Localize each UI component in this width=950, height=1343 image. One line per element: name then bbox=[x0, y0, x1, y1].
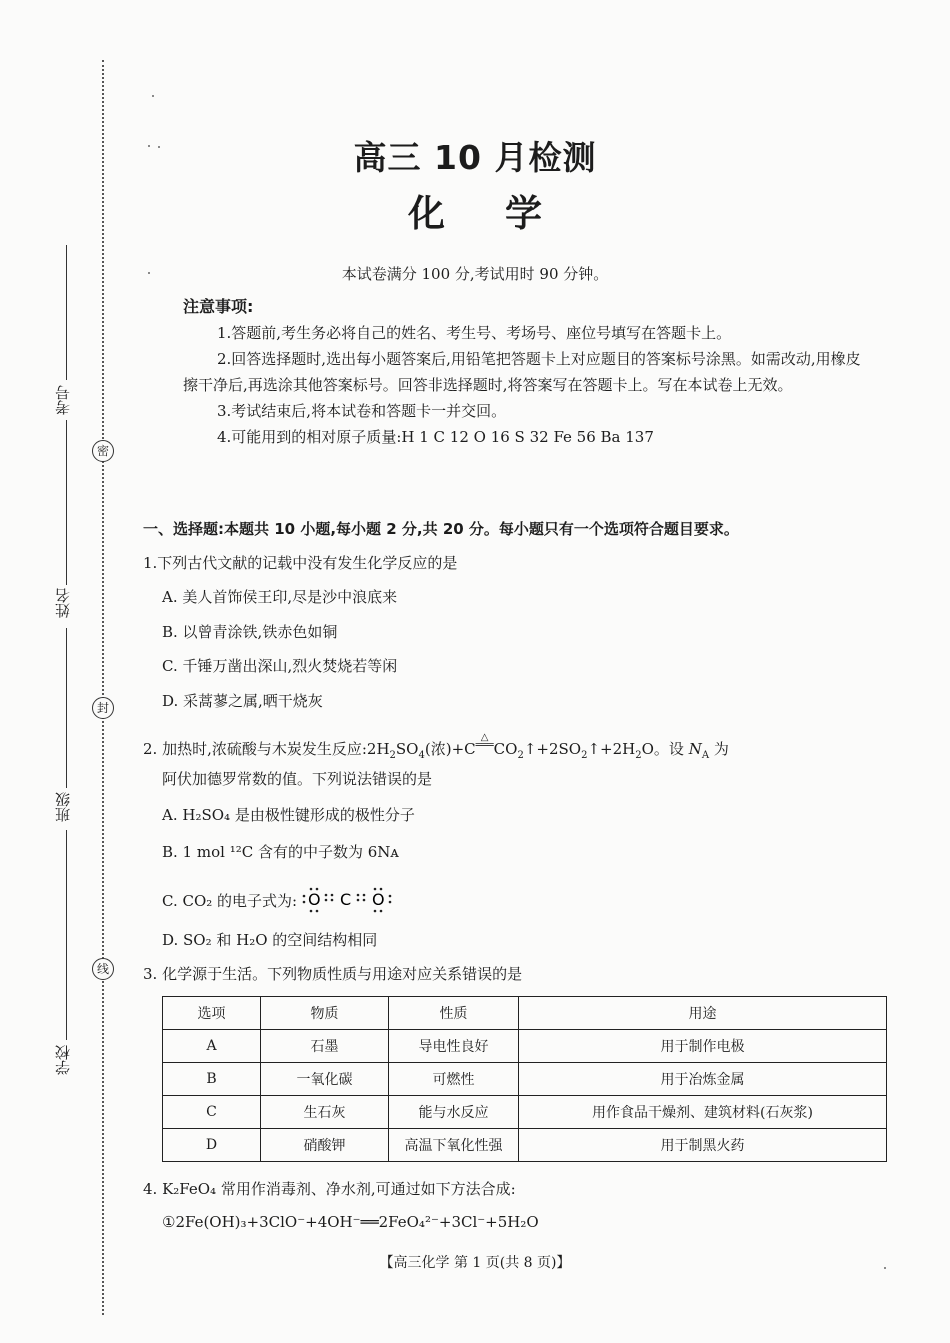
question-4-stem: 4. K₂FeO₄ 常用作消毒剂、净水剂,可通过如下方法合成: bbox=[143, 1180, 516, 1198]
table-cell: 用于制黑火药 bbox=[519, 1129, 887, 1162]
svg-text:O: O bbox=[307, 890, 321, 909]
question-2-option-b: B. 1 mol ¹²C 含有的中子数为 6Nᴀ bbox=[162, 843, 399, 861]
table-row bbox=[163, 1063, 887, 1096]
seal-xian: 线 bbox=[92, 958, 114, 980]
question-3-table bbox=[162, 996, 887, 1162]
table-cell: 能与水反应 bbox=[389, 1096, 519, 1129]
table-cell: 导电性良好 bbox=[389, 1030, 519, 1063]
table-cell: 用于制作电极 bbox=[519, 1030, 887, 1063]
side-rule bbox=[66, 420, 67, 585]
table-cell: C bbox=[163, 1096, 261, 1129]
question-2-option-c-text: C. CO₂ 的电子式为: bbox=[162, 892, 298, 910]
svg-text:O: O bbox=[371, 890, 385, 909]
page-title: 高三 10 月检测 bbox=[353, 138, 597, 177]
full-marks-note: 本试卷满分 100 分,考试用时 90 分钟。 bbox=[341, 265, 609, 283]
page-footer: 【高三化学 第 1 页(共 8 页)】 bbox=[379, 1255, 571, 1271]
side-label-class: 班级 bbox=[54, 792, 72, 822]
question-2-stem: 2. 加热时,浓硫酸与木炭发生反应$:2H_2SO_4$(浓)+C△ $═══CO_2↑+2SO_2↑+2H_2O$。设 $N_A$ 为 bbox=[143, 732, 729, 761]
notice-list bbox=[183, 320, 863, 450]
question-1-option-a: A. 美人首饰侯王印,尽是沙中浪底来 bbox=[162, 588, 398, 606]
question-1-stem: 1.下列古代文献的记载中没有发生化学反应的是 bbox=[143, 554, 458, 572]
table-header-cell: 用途 bbox=[519, 997, 887, 1030]
question-4-equation-1: ①2Fe(OH)₃+3ClO⁻+4OH⁻══2FeO₄²⁻+3Cl⁻+5H₂O bbox=[162, 1213, 539, 1231]
table-row bbox=[163, 1129, 887, 1162]
table-row bbox=[163, 1096, 887, 1129]
question-1-option-c: C. 千锤万凿出深山,烈火焚烧若等闲 bbox=[162, 657, 398, 675]
notice-item: 4.可能用到的相对原子质量:H 1 C 12 O 16 S 32 Fe 56 Ba 137 bbox=[217, 428, 654, 446]
notice-heading: 注意事项: bbox=[183, 297, 254, 316]
question-2-stem-line2: 阿伏加德罗常数的值。下列说法错误的是 bbox=[162, 770, 433, 788]
notice-item: 1.答题前,考生务必将自己的姓名、考生号、考场号、座位号填写在答题卡上。 bbox=[217, 324, 732, 342]
table-cell: 高温下氧化性强 bbox=[389, 1129, 519, 1162]
svg-text:C: C bbox=[339, 890, 352, 909]
seal-mi: 密 bbox=[92, 440, 114, 462]
seal-feng: 封 bbox=[92, 697, 114, 719]
table-cell: 可燃性 bbox=[389, 1063, 519, 1096]
table-cell: 一氧化碳 bbox=[261, 1063, 389, 1096]
question-2-stem-text: 2. 加热时,浓硫酸与木炭发生反应:2H bbox=[143, 740, 390, 758]
notice-item: 2.回答选择题时,选出每小题答案后,用铅笔把答题卡上对应题目的答案标号涂黑。如需改动,用橡皮擦干净后,再选涂其他答案标号。回答非选择题时,将答案写在答题卡上。写在本试卷上无效。 bbox=[183, 350, 861, 394]
table-cell: 硝酸钾 bbox=[261, 1129, 389, 1162]
table-cell: 用于冶炼金属 bbox=[519, 1063, 887, 1096]
table-header-cell: 性质 bbox=[389, 997, 519, 1030]
table-header-cell: 物质 bbox=[261, 997, 389, 1030]
co2-electron-formula bbox=[302, 886, 412, 914]
question-1-option-b: B. 以曾青涂铁,铁赤色如铜 bbox=[162, 623, 338, 641]
table-cell: A bbox=[163, 1030, 261, 1063]
question-2-option-d: D. SO₂ 和 H₂O 的空间结构相同 bbox=[162, 931, 378, 949]
notice-item: 3.考试结束后,将本试卷和答题卡一并交回。 bbox=[217, 402, 507, 420]
side-rule bbox=[66, 628, 67, 788]
question-2-option-c bbox=[162, 886, 412, 914]
question-1-option-d: D. 采蒿蓼之属,晒干烧灰 bbox=[162, 692, 323, 710]
table-cell: 用作食品干燥剂、建筑材料(石灰浆) bbox=[519, 1096, 887, 1129]
table-header-cell: 选项 bbox=[163, 997, 261, 1030]
table-cell: B bbox=[163, 1063, 261, 1096]
question-3-stem: 3. 化学源于生活。下列物质性质与用途对应关系错误的是 bbox=[143, 965, 523, 983]
table-row bbox=[163, 1030, 887, 1063]
table-header-row bbox=[163, 997, 887, 1030]
section-heading: 一、选择题:本题共 10 小题,每小题 2 分,共 20 分。每小题只有一个选项符合题目要求。 bbox=[143, 520, 739, 538]
side-label-school: 学校 bbox=[54, 1045, 72, 1075]
table-cell: 石墨 bbox=[261, 1030, 389, 1063]
subject-title: 化学 bbox=[408, 192, 602, 235]
question-2-option-a: A. H₂SO₄ 是由极性键形成的极性分子 bbox=[162, 806, 415, 824]
binding-dotted-line bbox=[102, 60, 104, 1315]
side-label-name: 姓名 bbox=[54, 588, 72, 618]
side-label-exam-number: 考号 bbox=[54, 385, 72, 415]
scan-speck bbox=[152, 95, 154, 97]
table-cell: D bbox=[163, 1129, 261, 1162]
table-cell: 生石灰 bbox=[261, 1096, 389, 1129]
side-rule bbox=[66, 830, 67, 1040]
